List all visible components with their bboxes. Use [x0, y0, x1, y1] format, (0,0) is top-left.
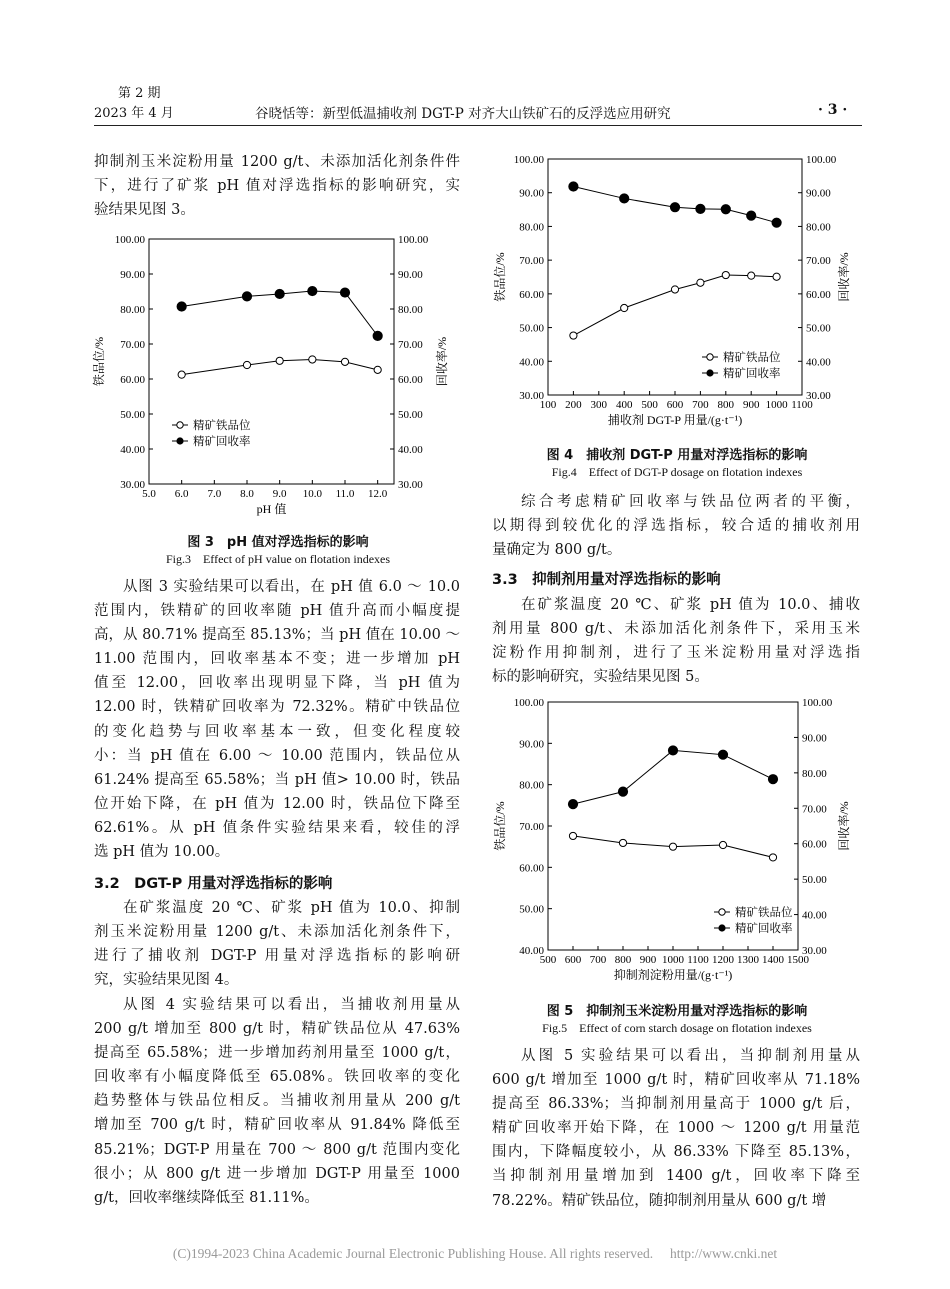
y-tick-label-left: 80.00 [120, 304, 145, 316]
figure-3 [94, 228, 462, 524]
y-axis-label-left: 铁品位/% [493, 252, 507, 302]
x-tick-label: 11.0 [335, 488, 355, 500]
paragraph-line: 在矿浆温度 20 ℃、矿浆 pH 值为 10.0、捕收 [521, 597, 860, 613]
y-tick-label-left: 60.00 [120, 374, 145, 386]
data-point-grade [341, 358, 348, 365]
x-tick-label: 100 [539, 399, 557, 411]
section-3-3-paragraph [492, 593, 860, 689]
paragraph-line: 范围内，铁精矿的回收率随 pH 值升高而小幅度提 [94, 603, 460, 620]
y-tick-label-left: 70.00 [519, 821, 544, 833]
section-3-2-heading: 3.2 DGT-P 用量对浮选指标的影响 [94, 876, 333, 892]
paragraph-line: 综合考虑精矿回收率与铁品位两者的平衡， [521, 494, 860, 510]
x-tick-label: 1500 [787, 954, 809, 966]
intro-paragraph [94, 150, 460, 222]
legend-label: 精矿回收率 [735, 923, 793, 935]
header-rule [94, 125, 862, 126]
y-tick-label-right: 100.00 [802, 697, 833, 709]
data-point-recovery [308, 286, 317, 295]
data-point-grade [621, 304, 628, 311]
y-tick-label-right: 80.00 [806, 221, 831, 234]
y-tick-label-right: 60.00 [802, 838, 827, 851]
y-tick-label-right: 30.00 [398, 479, 423, 491]
paragraph-line: 小：当 pH 值在 6.00 ～ 10.00 范围内，铁品位从 [94, 747, 460, 764]
y-tick-label-left: 50.00 [519, 903, 544, 916]
x-tick-label: 7.0 [207, 488, 222, 500]
x-tick-label: 700 [589, 954, 607, 966]
x-tick-label: 900 [742, 399, 760, 411]
x-tick-label: 1000 [662, 954, 684, 966]
paragraph-line: 选 pH 值为 10.00。 [94, 844, 230, 861]
y-tick-label-left: 60.00 [519, 862, 544, 875]
data-point-grade [374, 366, 381, 373]
paragraph-line: 下，进行了矿浆 pH 值对浮选指标的影响研究，实 [94, 178, 460, 195]
data-point-grade [773, 273, 780, 280]
data-point-grade [619, 839, 626, 846]
x-tick-label: 5.0 [142, 488, 156, 500]
paragraph-line: 200 g/t 增加至 800 g/t 时，精矿铁品位从 47.63% [94, 1021, 460, 1038]
figure-5 [492, 692, 862, 992]
y-tick-label-right: 80.00 [398, 304, 423, 316]
paragraph-line: 78.22%。精矿铁品位，随抑制剂用量从 600 g/t 增 [492, 1192, 827, 1209]
x-tick-label: 500 [641, 399, 658, 411]
y-tick-label-right: 50.00 [398, 409, 423, 421]
data-point-grade [671, 286, 678, 293]
paragraph-line: 位开始下降，在 pH 值为 12.00 时，铁品位下降至 [94, 795, 460, 812]
y-axis-label-right: 回收率/% [435, 336, 449, 387]
y-tick-label-left: 70.00 [519, 255, 544, 268]
data-point-recovery [668, 746, 677, 755]
fig5-chart [492, 692, 862, 992]
fig4-caption-en: Fig.4 Effect of DGT-P dosage on flotation indexes [551, 465, 803, 479]
y-tick-label-left: 100.00 [114, 234, 145, 246]
data-point-grade [178, 371, 185, 378]
data-point-recovery [242, 292, 251, 301]
y-tick-label-left: 90.00 [519, 738, 544, 751]
data-point-grade [769, 854, 776, 861]
x-tick-label: 12.0 [368, 488, 388, 500]
y-tick-label-left: 30.00 [519, 390, 544, 402]
paragraph-line: 剂玉米淀粉用量 1200 g/t、未添加活化剂条件下， [94, 924, 460, 941]
data-point-recovery [373, 331, 382, 340]
fig4-chart [492, 148, 862, 438]
fig3-discussion [94, 575, 460, 864]
legend-label: 精矿回收率 [193, 436, 251, 448]
y-tick-label-left: 40.00 [519, 356, 544, 369]
data-point-recovery [696, 204, 705, 213]
data-point-recovery [747, 211, 756, 220]
legend-marker-grade [719, 909, 725, 915]
data-point-recovery [340, 288, 349, 297]
paragraph-line: 61.24% 提高至 65.58%；当 pH 值> 10.00 时，铁品 [94, 771, 460, 788]
issue-date: 2023 年 4 月 [94, 106, 174, 121]
paragraph-line: 进行了捕收剂 DGT-P 用量对浮选指标的影响研 [94, 948, 460, 965]
paragraph-line: 高，从 80.71% 提高至 85.13%；当 pH 值在 10.00 ～ [94, 627, 460, 644]
paragraph-line: 剂用量 800 g/t、未添加活化剂条件下，采用玉米 [492, 621, 860, 638]
x-tick-label: 1300 [737, 954, 759, 966]
x-tick-label: 500 [539, 954, 557, 966]
y-tick-label-right: 30.00 [802, 945, 827, 957]
legend-label: 精矿铁品位 [735, 907, 793, 919]
data-point-grade [309, 356, 316, 363]
section-3-3-heading: 3.3 抑制剂用量对浮选指标的影响 [492, 572, 721, 588]
paragraph-line: 当抑制剂用量增加到 1400 g/t，回收率下降至 [492, 1168, 860, 1185]
data-point-grade [748, 272, 755, 279]
x-axis-label: 捕收剂 DGT-P 用量/(g·t⁻¹) [607, 413, 743, 427]
y-tick-label-right: 50.00 [802, 874, 827, 887]
data-point-grade [570, 332, 577, 339]
y-tick-label-left: 100.00 [513, 154, 544, 166]
data-point-grade [719, 841, 726, 848]
paragraph-line: 的变化趋势与回收率基本一致，但变化程度较 [94, 723, 460, 740]
paragraph-line: 从图 3 实验结果可以看出，在 pH 值 6.0 ～ 10.0 [123, 579, 460, 595]
x-tick-label: 1200 [712, 954, 734, 966]
y-tick-label-right: 60.00 [806, 288, 831, 301]
x-tick-label: 400 [615, 399, 633, 411]
y-tick-label-left: 70.00 [120, 339, 145, 351]
paragraph-line: 趋势整体与铁品位相反。当捕收剂用量从 200 g/t [94, 1093, 460, 1110]
y-tick-label-left: 90.00 [120, 269, 145, 281]
legend-label: 精矿回收率 [723, 368, 781, 380]
data-point-grade [276, 357, 283, 364]
x-tick-label: 8.0 [240, 488, 254, 500]
paragraph-line: 增加至 700 g/t 时，精矿回收率从 91.84% 降低至 [94, 1117, 460, 1134]
paragraph-line: 600 g/t 增加至 1000 g/t 时，精矿回收率从 71.18% [492, 1072, 860, 1089]
y-axis-label-right: 回收率/% [837, 801, 851, 851]
y-tick-label-left: 80.00 [519, 779, 544, 792]
data-point-recovery [275, 289, 284, 298]
y-tick-label-right: 90.00 [802, 732, 827, 745]
paragraph-line: 回收率有小幅度降低至 65.08%。铁回收率的变化 [94, 1069, 460, 1086]
data-point-grade [722, 271, 729, 278]
data-point-recovery [772, 218, 781, 227]
y-tick-label-right: 100.00 [398, 234, 429, 246]
paragraph-line: 在矿浆温度 20 ℃、矿浆 pH 值为 10.0、抑制 [123, 900, 460, 916]
paragraph-line: g/t，回收率继续降低至 81.11%。 [94, 1189, 319, 1206]
legend-marker-recovery [706, 369, 713, 376]
y-tick-label-right: 70.00 [806, 255, 831, 268]
copyright-footer: (C)1994-2023 China Academic Journal Electronic Publishing House. All rights reserved. http://www.cnki.net [172, 1246, 778, 1261]
y-tick-label-left: 50.00 [120, 409, 145, 421]
y-tick-label-left: 90.00 [519, 187, 544, 200]
paragraph-line: 85.21%；DGT-P 用量在 700 ～ 800 g/t 范围内变化 [94, 1141, 460, 1158]
x-tick-label: 9.0 [272, 488, 287, 500]
y-tick-label-right: 70.00 [398, 339, 423, 351]
paragraph-line: 标的影响研究，实验结果见图 5。 [492, 669, 709, 686]
paragraph-line: 精矿回收率开始下降，在 1000 ～ 1200 g/t 用量范 [492, 1120, 860, 1137]
data-point-grade [669, 843, 676, 850]
paragraph-line: 11.00 范围内，回收率基本不变；进一步增加 pH [94, 651, 460, 668]
x-tick-label: 200 [565, 399, 582, 411]
fig5-caption-zh: 图 5 抑制剂玉米淀粉用量对浮选指标的影响 [546, 1004, 808, 1019]
section-3-2-paragraph [94, 896, 460, 992]
y-tick-label-right: 30.00 [806, 390, 831, 402]
paragraph-line: 究，实验结果见图 4。 [94, 972, 239, 989]
paragraph-line: 值至 12.00，回收率出现明显下降，当 pH 值为 [94, 675, 460, 692]
x-tick-label: 800 [717, 399, 735, 411]
x-tick-label: 600 [564, 954, 582, 966]
fig3-caption-zh: 图 3 pH 值对浮选指标的影响 [187, 535, 369, 550]
data-point-recovery [768, 775, 777, 784]
paragraph-line: 从图 5 实验结果可以看出，当抑制剂用量从 [521, 1048, 860, 1064]
fig4-caption-zh: 图 4 捕收剂 DGT-P 用量对浮选指标的影响 [546, 448, 808, 463]
series-line-recovery [573, 750, 773, 804]
page-number: · 3 · [818, 102, 848, 118]
data-point-grade [569, 832, 576, 839]
y-tick-label-right: 70.00 [802, 803, 827, 816]
fig5-discussion [492, 1044, 860, 1213]
y-axis-label-left: 铁品位/% [493, 801, 507, 851]
x-axis-label: pH 值 [256, 502, 287, 516]
y-tick-label-right: 40.00 [802, 909, 827, 922]
data-point-recovery [177, 302, 186, 311]
x-tick-label: 6.0 [174, 488, 189, 500]
x-tick-label: 900 [639, 954, 657, 966]
y-tick-label-right: 40.00 [398, 444, 423, 456]
y-tick-label-right: 60.00 [398, 374, 423, 386]
y-axis-label-left: 铁品位/% [92, 336, 106, 387]
paragraph-line: 围内，下降幅度较小，从 86.33% 下降至 85.13%， [492, 1144, 860, 1161]
x-tick-label: 300 [590, 399, 608, 411]
paragraph-line: 抑制剂玉米淀粉用量 1200 g/t、未添加活化剂条件件 [94, 154, 460, 170]
paragraph-line: 量确定为 800 g/t。 [492, 542, 622, 559]
legend-label: 精矿铁品位 [193, 420, 251, 432]
data-point-recovery [721, 205, 730, 214]
y-tick-label-right: 40.00 [806, 356, 831, 369]
y-tick-label-right: 90.00 [806, 187, 831, 200]
x-tick-label: 800 [614, 954, 632, 966]
paragraph-line: 从图 4 实验结果可以看出，当捕收剂用量从 [123, 997, 460, 1013]
data-point-recovery [569, 182, 578, 191]
data-point-grade [243, 361, 250, 368]
y-axis-label-right: 回收率/% [837, 252, 851, 302]
data-point-recovery [568, 800, 577, 809]
y-tick-label-left: 100.00 [513, 697, 544, 709]
paragraph-line: 提高至 65.58%；进一步增加药剂用量至 1000 g/t， [94, 1045, 460, 1062]
y-tick-label-right: 50.00 [806, 322, 831, 335]
issue-number: 第 2 期 [118, 86, 161, 101]
paragraph-line: 以期得到较优化的浮选指标，较合适的捕收剂用 [492, 518, 860, 535]
legend-marker-grade [707, 354, 713, 360]
y-tick-label-right: 100.00 [806, 154, 837, 166]
legend-marker-grade [177, 422, 183, 428]
legend-label: 精矿铁品位 [723, 352, 781, 364]
data-point-recovery [718, 750, 727, 759]
running-title: 谷晓恬等：新型低温捕收剂 DGT-P 对齐大山铁矿石的反浮选应用研究 [255, 106, 671, 122]
paragraph-line: 很小；从 800 g/t 进一步增加 DGT-P 用量至 1000 [94, 1165, 460, 1182]
x-tick-label: 1100 [791, 399, 813, 411]
data-point-recovery [620, 194, 629, 203]
x-tick-label: 1400 [762, 954, 784, 966]
data-point-recovery [618, 787, 627, 796]
fig3-caption-en: Fig.3 Effect of pH value on flotation indexes [165, 552, 391, 566]
x-tick-label: 600 [666, 399, 684, 411]
fig5-caption-en: Fig.5 Effect of corn starch dosage on flotation indexes [542, 1021, 812, 1035]
legend-marker-recovery [176, 437, 183, 444]
paragraph-line: 提高至 86.33%；当抑制剂用量高于 1000 g/t 后， [492, 1096, 860, 1113]
paragraph-line: 验结果见图 3。 [94, 202, 195, 219]
y-tick-label-left: 40.00 [519, 945, 544, 957]
x-tick-label: 1000 [765, 399, 788, 411]
x-axis-label: 抑制剂淀粉用量/(g·t⁻¹) [613, 968, 733, 982]
y-tick-label-left: 30.00 [120, 479, 145, 491]
x-tick-label: 10.0 [302, 488, 322, 500]
y-tick-label-left: 80.00 [519, 221, 544, 234]
y-tick-label-left: 50.00 [519, 322, 544, 335]
series-line-grade [573, 275, 776, 336]
data-point-grade [697, 279, 704, 286]
paragraph-line: 淀粉作用抑制剂，进行了玉米淀粉用量对浮选指 [492, 645, 860, 662]
y-tick-label-left: 60.00 [519, 288, 544, 301]
legend-marker-recovery [718, 924, 725, 931]
data-point-recovery [670, 203, 679, 212]
balance-paragraph [492, 490, 860, 562]
paragraph-line: 12.00 时，铁精矿回收率为 72.32%。精矿中铁品位 [94, 699, 460, 716]
fig3-chart [94, 228, 462, 524]
x-tick-label: 700 [692, 399, 709, 411]
paragraph-line: 62.61%。从 pH 值条件实验结果来看，较佳的浮 [94, 819, 460, 836]
y-tick-label-right: 80.00 [802, 767, 827, 780]
x-tick-label: 1100 [687, 954, 709, 966]
y-tick-label-left: 40.00 [120, 444, 145, 456]
fig4-discussion [94, 993, 460, 1210]
figure-4 [492, 148, 862, 438]
y-tick-label-right: 90.00 [398, 269, 423, 281]
